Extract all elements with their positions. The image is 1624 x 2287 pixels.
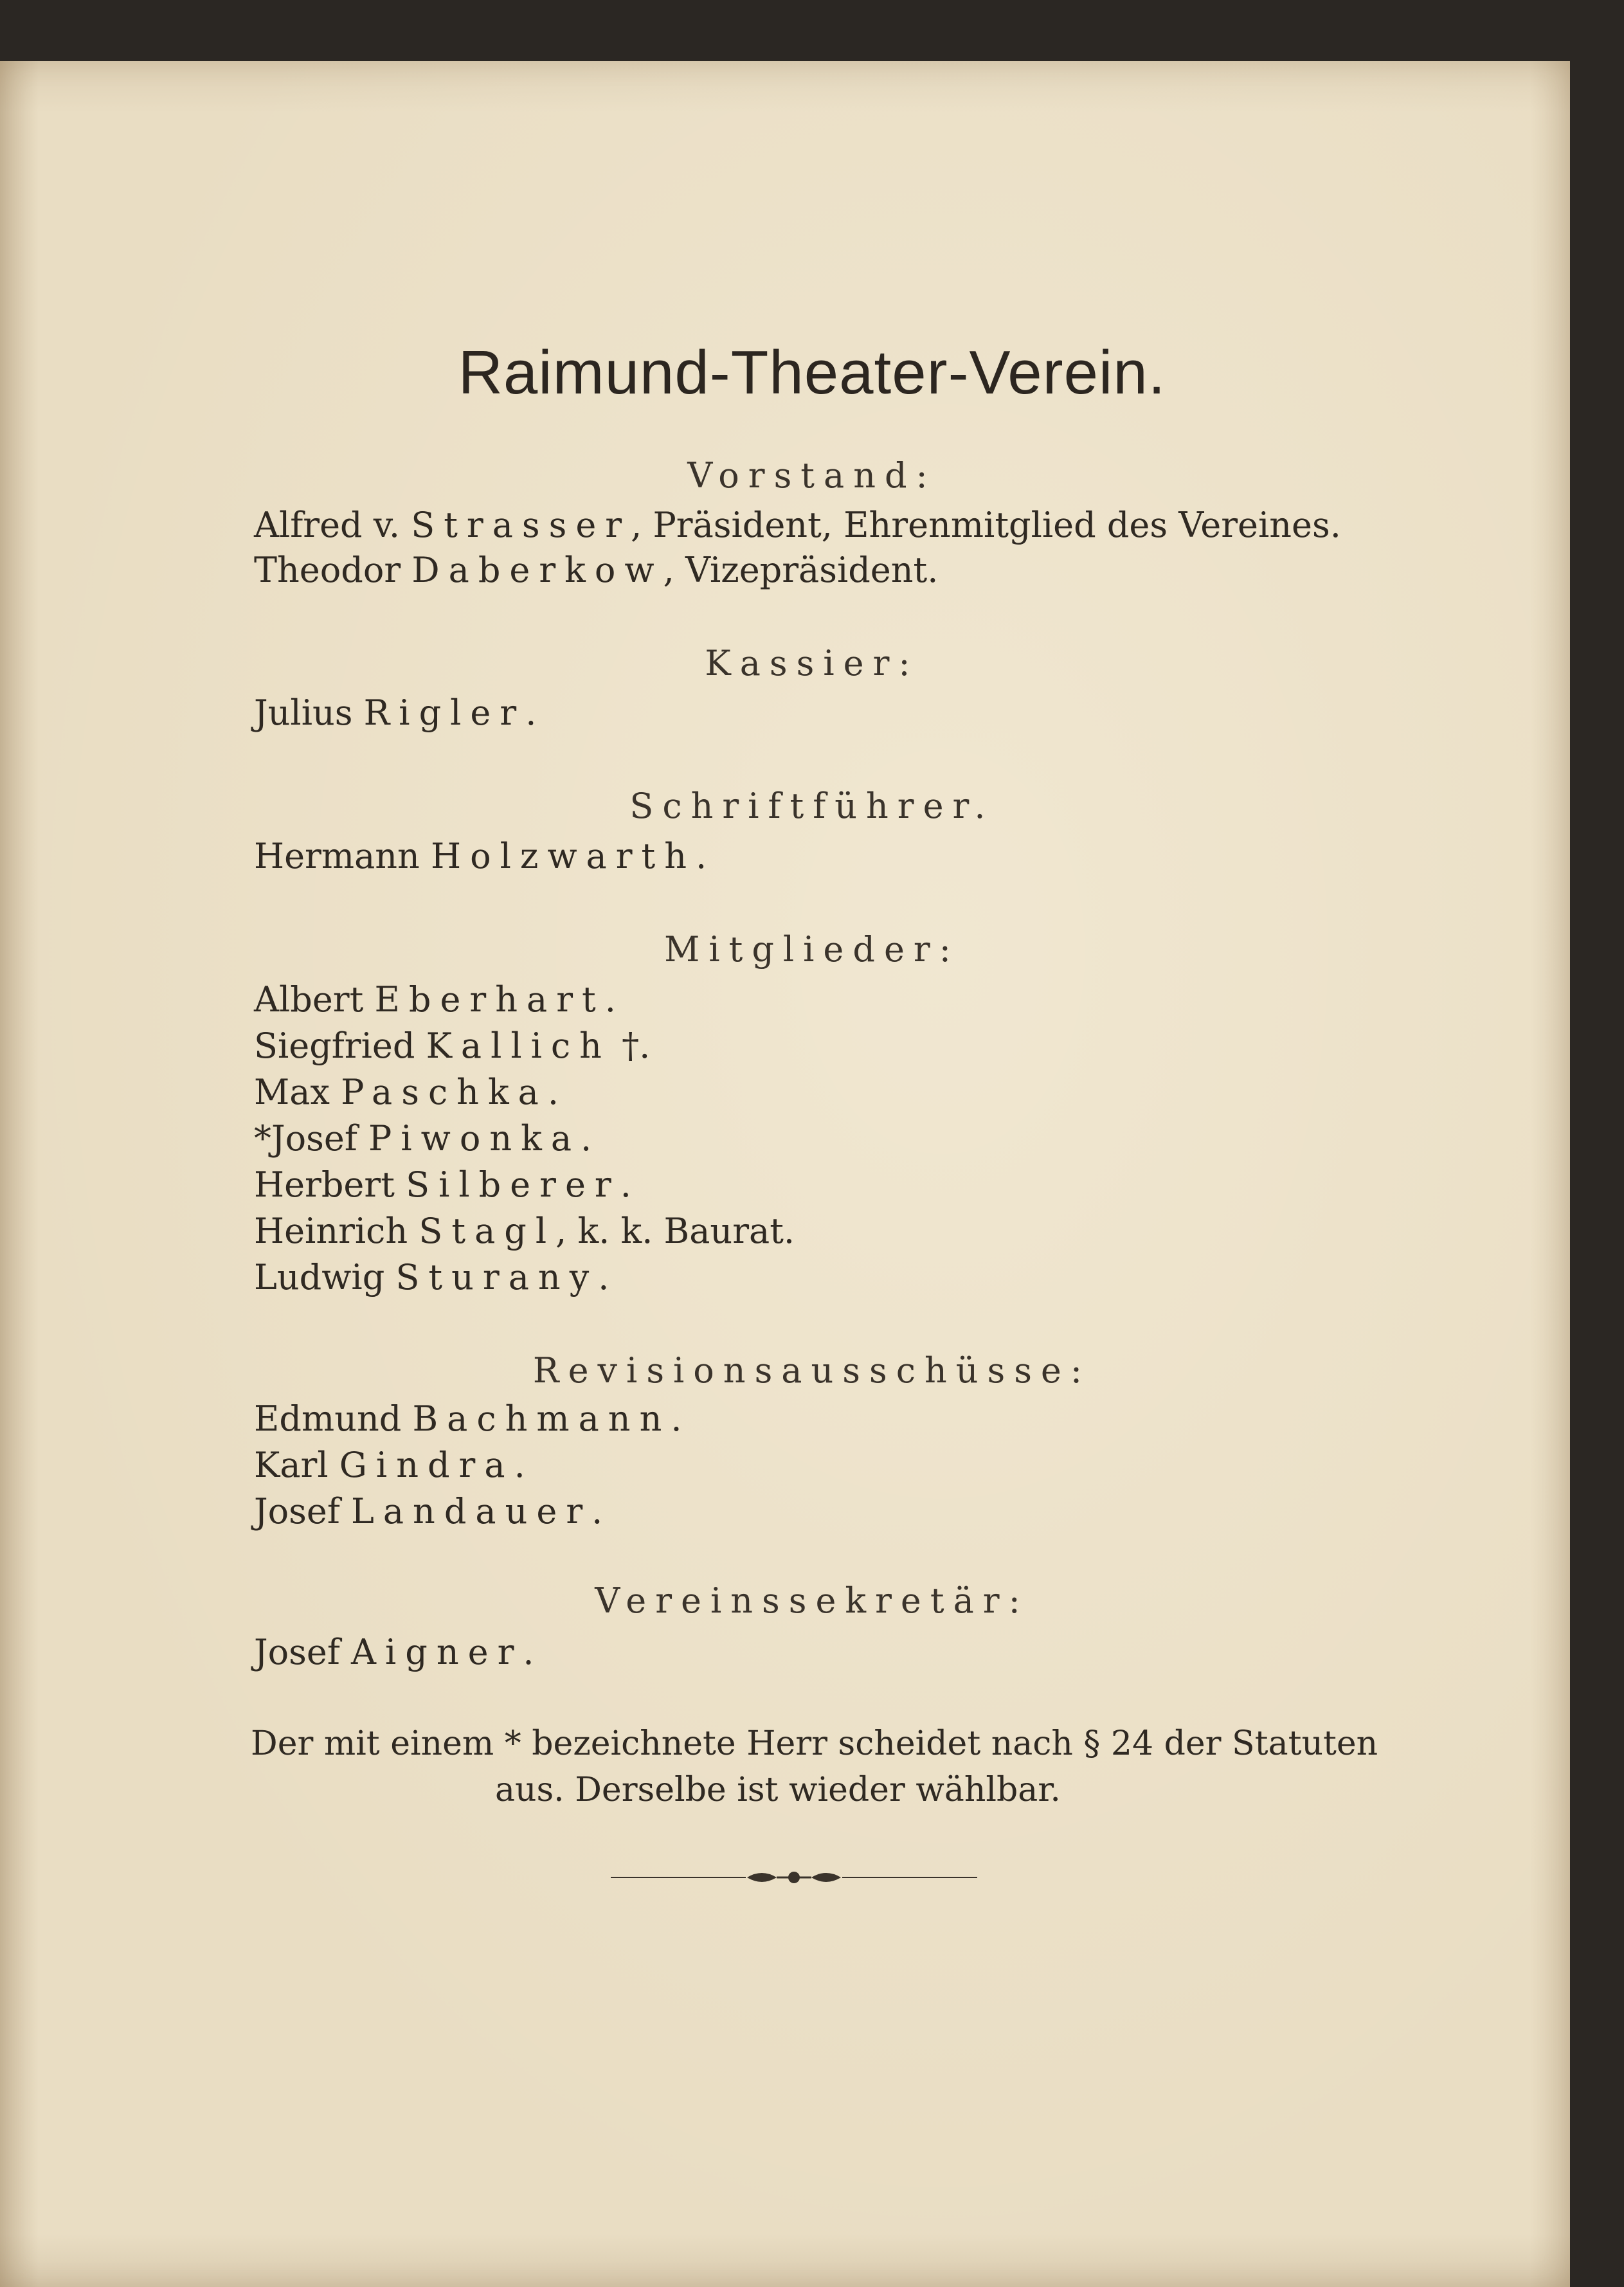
member-surname: Kallich — [426, 1026, 611, 1066]
member-surname: Silberer — [406, 1164, 620, 1205]
member-suffix: . — [620, 1164, 631, 1205]
member-suffix: . — [525, 692, 537, 733]
member-line — [254, 1026, 650, 1066]
member-line — [254, 1398, 682, 1439]
member-first-name: Julius — [254, 692, 353, 733]
member-suffix: . — [671, 1398, 682, 1439]
heading-schriftfuehrer: Schriftführer. — [629, 786, 995, 826]
member-surname: Paschka — [341, 1072, 548, 1112]
heading-revisionsausschuesse: Revisionsausschüsse: — [532, 1350, 1092, 1391]
member-line — [254, 979, 616, 1020]
member-line — [254, 836, 707, 876]
member-surname: Strasser — [411, 505, 631, 545]
member-line — [254, 550, 938, 590]
member-first-name: Max — [254, 1072, 330, 1112]
footnote-line-1: Der mit einem * bezeichnete Herr scheidet nach § 24 der Statuten — [251, 1724, 1378, 1763]
heading-vereinssekretaer: Vereinssekretär: — [595, 1580, 1029, 1621]
member-first-name: Herbert — [254, 1164, 395, 1205]
member-suffix: . — [696, 836, 707, 876]
member-first-name: Theodor — [254, 550, 401, 590]
heading-kassier: Kassier: — [705, 643, 919, 683]
member-first-name: Josef — [254, 1632, 340, 1672]
member-surname: Landauer — [351, 1491, 592, 1532]
member-suffix: . — [598, 1257, 609, 1297]
member-line — [254, 1072, 559, 1112]
member-surname: Daberkow — [411, 550, 663, 590]
member-first-name: *Josef — [254, 1118, 357, 1159]
member-line — [254, 505, 1341, 545]
member-first-name: Josef — [254, 1491, 340, 1532]
member-line — [254, 1491, 602, 1532]
member-surname: Sturany — [395, 1257, 599, 1297]
member-first-name: Karl — [254, 1445, 329, 1485]
member-surname: Holzwarth — [431, 836, 696, 876]
member-first-name: Siegfried — [254, 1026, 415, 1066]
member-first-name: Ludwig — [254, 1257, 385, 1297]
member-suffix: †. — [610, 1026, 651, 1066]
member-first-name: Alfred v. — [254, 505, 401, 545]
member-first-name: Edmund — [254, 1398, 402, 1439]
member-suffix: . — [604, 979, 616, 1020]
member-surname: Rigler — [363, 692, 526, 733]
member-suffix: , Präsident, Ehrenmitglied des Vereines. — [631, 505, 1341, 545]
page-title: Raimund-Theater-Verein. — [458, 338, 1166, 407]
member-suffix: , Vizepräsident. — [663, 550, 939, 590]
member-suffix: . — [523, 1632, 534, 1672]
member-line — [254, 1164, 631, 1205]
member-line — [254, 692, 536, 733]
member-line — [254, 1257, 609, 1297]
member-first-name: Albert — [254, 979, 364, 1020]
member-surname: Aigner — [351, 1632, 523, 1672]
member-suffix: . — [581, 1118, 592, 1159]
member-first-name: Hermann — [254, 836, 420, 876]
member-surname: Eberhart — [374, 979, 605, 1020]
member-suffix: . — [514, 1445, 525, 1485]
heading-mitglieder: Mitglieder: — [664, 929, 960, 970]
member-surname: Piwonka — [368, 1118, 581, 1159]
member-surname: Bachmann — [412, 1398, 671, 1439]
footnote-line-2: aus. Derselbe ist wieder wählbar. — [495, 1771, 1061, 1809]
member-line — [254, 1632, 534, 1672]
member-surname: Gindra — [339, 1445, 514, 1485]
member-suffix: , k. k. Baurat. — [555, 1211, 795, 1251]
decorative-ornament-icon — [611, 1858, 1009, 1897]
heading-vorstand: Vorstand: — [687, 455, 937, 496]
member-line — [254, 1118, 591, 1159]
member-line — [254, 1445, 525, 1485]
member-surname: Stagl — [419, 1211, 556, 1251]
member-suffix: . — [547, 1072, 559, 1112]
member-first-name: Heinrich — [254, 1211, 408, 1251]
member-line — [254, 1211, 795, 1251]
member-suffix: . — [591, 1491, 603, 1532]
